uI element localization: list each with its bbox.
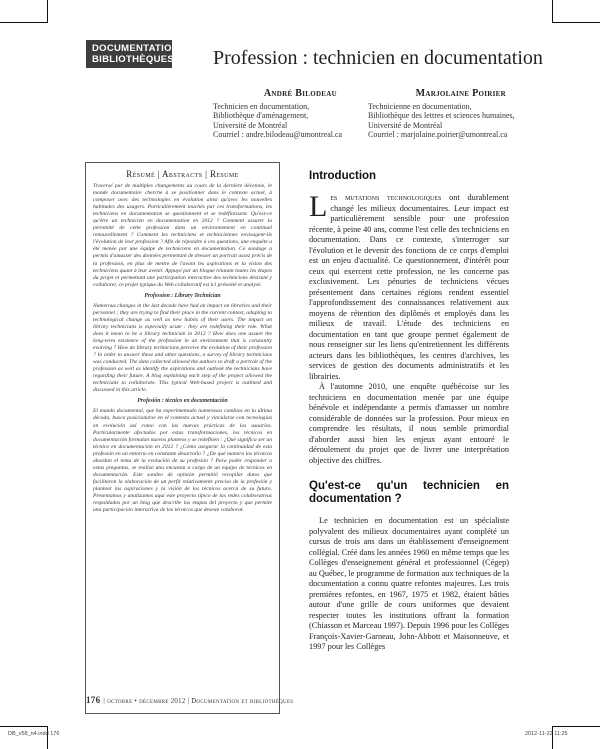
abstract-body — [93, 183, 272, 518]
abstract-spanish-title: Profesión : técnico en documentación — [137, 398, 228, 405]
paragraph: À l'automne 2010, une enquête québécoise sur les techniciens en documentation menée par une équipe bénévole et indépendante a permis d'amasser un nombre considérable de données sur la profession. Pour mieux en comprendre les résultats, il nous semble primordial d'aborder aussi bien les enjeux ayant entouré le déroulement du projet que de livrer une interprétation objective des chiffres. — [309, 382, 509, 465]
footer-journal: Documentation et bibliothèques — [191, 698, 294, 705]
author-block-1 — [213, 88, 343, 140]
author-email[interactable]: Courriel : andre.bilodeau@umontreal.ca — [213, 130, 343, 140]
section-heading: Introduction — [309, 170, 377, 182]
crop-mark — [47, 0, 48, 22]
article-body — [309, 170, 509, 653]
page-number: 176 — [86, 695, 101, 705]
section-heading: Qu'est-ce qu'un technicien en documentation ? — [309, 480, 509, 505]
crop-mark — [552, 726, 600, 727]
author-name: André Bilodeau — [263, 88, 337, 99]
abstract-box — [85, 162, 280, 714]
footer-issue: octobre • décembre 2012 — [107, 698, 186, 705]
author-affiliation: Technicien en documentation, — [213, 101, 310, 111]
print-slug-file: DB_v58_n4.indd 176 — [8, 731, 60, 737]
abstract-english-title: Profession : Library Technician — [144, 292, 221, 299]
journal-logo — [86, 40, 179, 68]
abstract-spanish: El mundo documental, que ha experimentado numerosos cambios en la última década, busca posicionarse en el contexto actual y vincularse con tecnologías en evolución así como con las nuevas prácticas de los usuarios. Particularmente afectados por estas transformaciones, los técnicos en documentación formulan nuevos planteos y se redefinen : ¿Qué significa ser un técnico en documentación en 2012 ? ¿Cómo asegurar la continuidad de esta profesión en un entorno en constante desarrollo ? ¿De qué manera los técnicos abordan el tema de la evolución de su profesión ? Para poder responder a estas preguntas, se realizó una encuesta a cargo de un equipo de técnicos en documentación. Este sondeo de opinión permitió recopilar datos que facilitaron la elaboración de un perfil relativamente preciso de la profesión y plantear las aspiraciones y la visión de los técnicos acerca de su futuro. Presentamos y analizamos aquí este proyecto típico de las redes colaborativas respaldados por un blog que describe las etapas del proyecto y que permite una participación interactiva de los técnicos que desean colaborar. — [93, 408, 272, 514]
crop-mark — [0, 726, 48, 727]
drop-cap: L — [309, 190, 328, 223]
crop-mark — [552, 0, 553, 22]
paragraph — [309, 190, 509, 382]
author-affiliation: Université de Montréal — [368, 120, 443, 130]
logo-line-2: BIBLIOTHÈQUES — [92, 54, 175, 65]
author-affiliation: Université de Montréal — [213, 120, 288, 130]
paragraph-text: ont durablement changé les milieux documentaires. Leur impact est particulièrement sensible pour une profession récente, à peine 40 ans, comme l'est celle des techniciens en documentation. Dans ce contexte, s'interroger sur l'évolution et le devenir des fonctions de ce corps d'emploi est un enjeu d'actualité. Ce questionnement, d'intérêt pour ceux qui exercent cette profession, ne les concerne pas exclusivement. Les pénuries de techniciens vécues présentement dans certaines régions rendent essentiel l'approfondissement des connaissances relativement aux moyens de rétention des diplômés et employés dans les milieux de travail. L'étude des techniciens en documentation en tant que groupe permet également de nous renseigner sur les liens qu'entretiennent les différents acteurs dans les bibliothèques, les centres d'archives, les services de gestion des documents administratifs et les librairies. — [309, 193, 509, 381]
paragraph: Le technicien en documentation est un spécialiste polyvalent des milieux documentaires ayant complété un cursus de trois ans dans un établissement d'enseignement collégial. Créé dans les années 1960 en même temps que les Collèges d'enseignement général et professionnel (Cégep) au Québec, le programme de formation aux techniques de la documentation a connu quatre refontes majeures. Les trois premières refontes, en 1967, 1975 et 1982, étaient bâties autour d'une grille de cours uniformes que devaient respecter toutes les institutions offrant la formation (Chiasson et Marceau 1997). Depuis 1996 pour les Collèges François-Xavier-Garneau, John-Abbott et Maisonneuve, et 1997 pour les Collèges — [309, 516, 509, 651]
logo-line-1: DOCUMENTATION — [92, 43, 179, 54]
abstract-french: Traversé par de multiples changements au cours de la dernière décennie, le monde documentaire cherche à se positionner dans le contexte actuel, à composer avec des technologies en évolution ainsi qu'avec les nouvelles habitudes des usagers. Particulièrement touchés par ces transformations, les techniciens en documentation se questionnent et se redéfinissent. Qu'est-ce qu'être un technicien en documentation en 2012 ? Comment assurer la pérennité de cette profession dans un environnement en continuel renouvellement ? Comment les techniciens et techniciennes envisagent-ils l'évolution de leur profession ? Afin de répondre à ces questions, une enquête a été menée par une équipe de techniciens en documentation. Ce sondage a permis d'amasser des données permettant de dresser un portrait assez précis de la profession, en plus de mettre de l'avant les aspirations et la vision des techniciens quant à leur avenir. Appuyé par un blogue relatant toutes les étapes du projet et permettant une participation interactive des techniciens désirant y collaborer, ce projet typique du Web collaboratif est ici présenté et analysé. — [93, 183, 272, 288]
author-affiliation: Technicienne en documentation, — [368, 101, 472, 111]
print-slug-date: 2012-11-22 11:25 — [525, 731, 568, 737]
author-affiliation: Bibliothèque d'aménagement, — [213, 111, 309, 121]
lead-in-smallcaps: es mutations technologiques — [330, 193, 442, 202]
crop-mark — [552, 22, 600, 23]
author-name: Marjolaine Poirier — [415, 88, 506, 99]
author-email[interactable]: Courriel : marjolaine.poirier@umontreal.ca — [368, 130, 508, 140]
crop-mark — [0, 22, 48, 23]
page-footer: 176 | octobre • décembre 2012 | Documentation et bibliothèques — [86, 695, 294, 705]
article-title: Profession : technicien en documentation — [213, 47, 543, 69]
author-affiliation: Bibliothèque des lettres et sciences humaines, — [368, 111, 515, 121]
abstract-english: Numerous changes in the last decade have had an impact on libraries and their personnel ; they are trying to find their place in the current context, adapting to technological change as well as new habits of their users. The impact on library technicians is especially acute : they are redefining their role. What does it mean to be a library technician in 2012 ? How does one assure the long-term existence of the profession in an environment that is constantly evolving ? How do library technicians perceive the evolution of their profession ? In order to answer these and other questions, a survey of library technicians was conducted. The data collected allowed the authors to draft a portrait of the profession as well as identify the aspirations and outlook the technicians have regarding their future. A blog explaining each step of the project allowed the technicians to collaborate. This typical Web-based project is outlined and discussed in this article. — [93, 302, 272, 394]
author-block-2 — [368, 88, 515, 140]
abstract-nav: Résumé | Abstracts | Resume — [126, 169, 239, 179]
